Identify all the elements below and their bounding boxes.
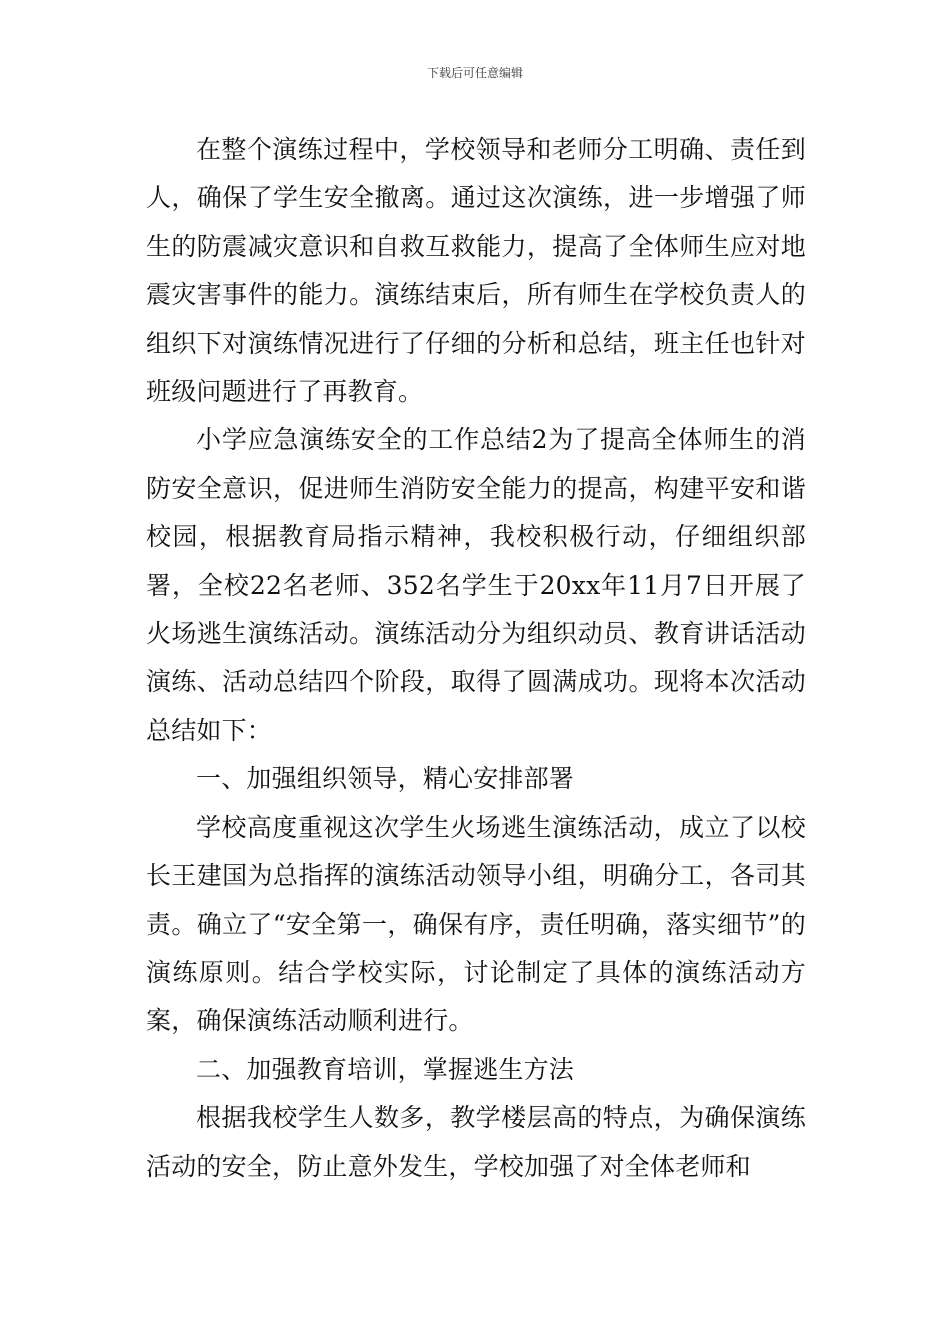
section-heading-training: 二、加强教育培训，掌握逃生方法: [196, 1054, 575, 1084]
document-body: [146, 126, 806, 1191]
paragraph-training: 根据我校学生人数多，教学楼层高的特点，为确保演练活动的安全，防止意外发生，学校加强了对全体老师和: [146, 1103, 806, 1181]
page-header: 下载后可任意编辑: [426, 66, 523, 80]
paragraph-report-intro: 小学应急演练安全的工作总结2为了提高全体师生的消防安全意识，促进师生消防安全能力的提高，构建平安和谐校园，根据教育局指示精神，我校积极行动，仔细组织部署，全校22名老师、352名学生于20xx年11月7日开展了火场逃生演练活动。演练活动分为组织动员、教育讲话活动演练、活动总结四个阶段，取得了圆满成功。现将本次活动总结如下：: [146, 425, 806, 745]
paragraph-organization: 学校高度重视这次学生火场逃生演练活动，成立了以校长王建国为总指挥的演练活动领导小组，明确分工，各司其责。确立了“安全第一，确保有序，责任明确，落实细节”的演练原则。结合学校实际，讨论制定了具体的演练活动方案，确保演练活动顺利进行。: [146, 812, 806, 1036]
paragraph-drill-summary: 在整个演练过程中，学校领导和老师分工明确、责任到人，确保了学生安全撤离。通过这次演练，进一步增强了师生的防震减灾意识和自救互救能力，提高了全体师生应对地震灾害事件的能力。演练结束后，所有师生在学校负责人的组织下对演练情况进行了仔细的分析和总结，班主任也针对班级问题进行了再教育。: [146, 135, 806, 407]
section-heading-organization: 一、加强组织领导，精心安排部署: [196, 764, 575, 794]
